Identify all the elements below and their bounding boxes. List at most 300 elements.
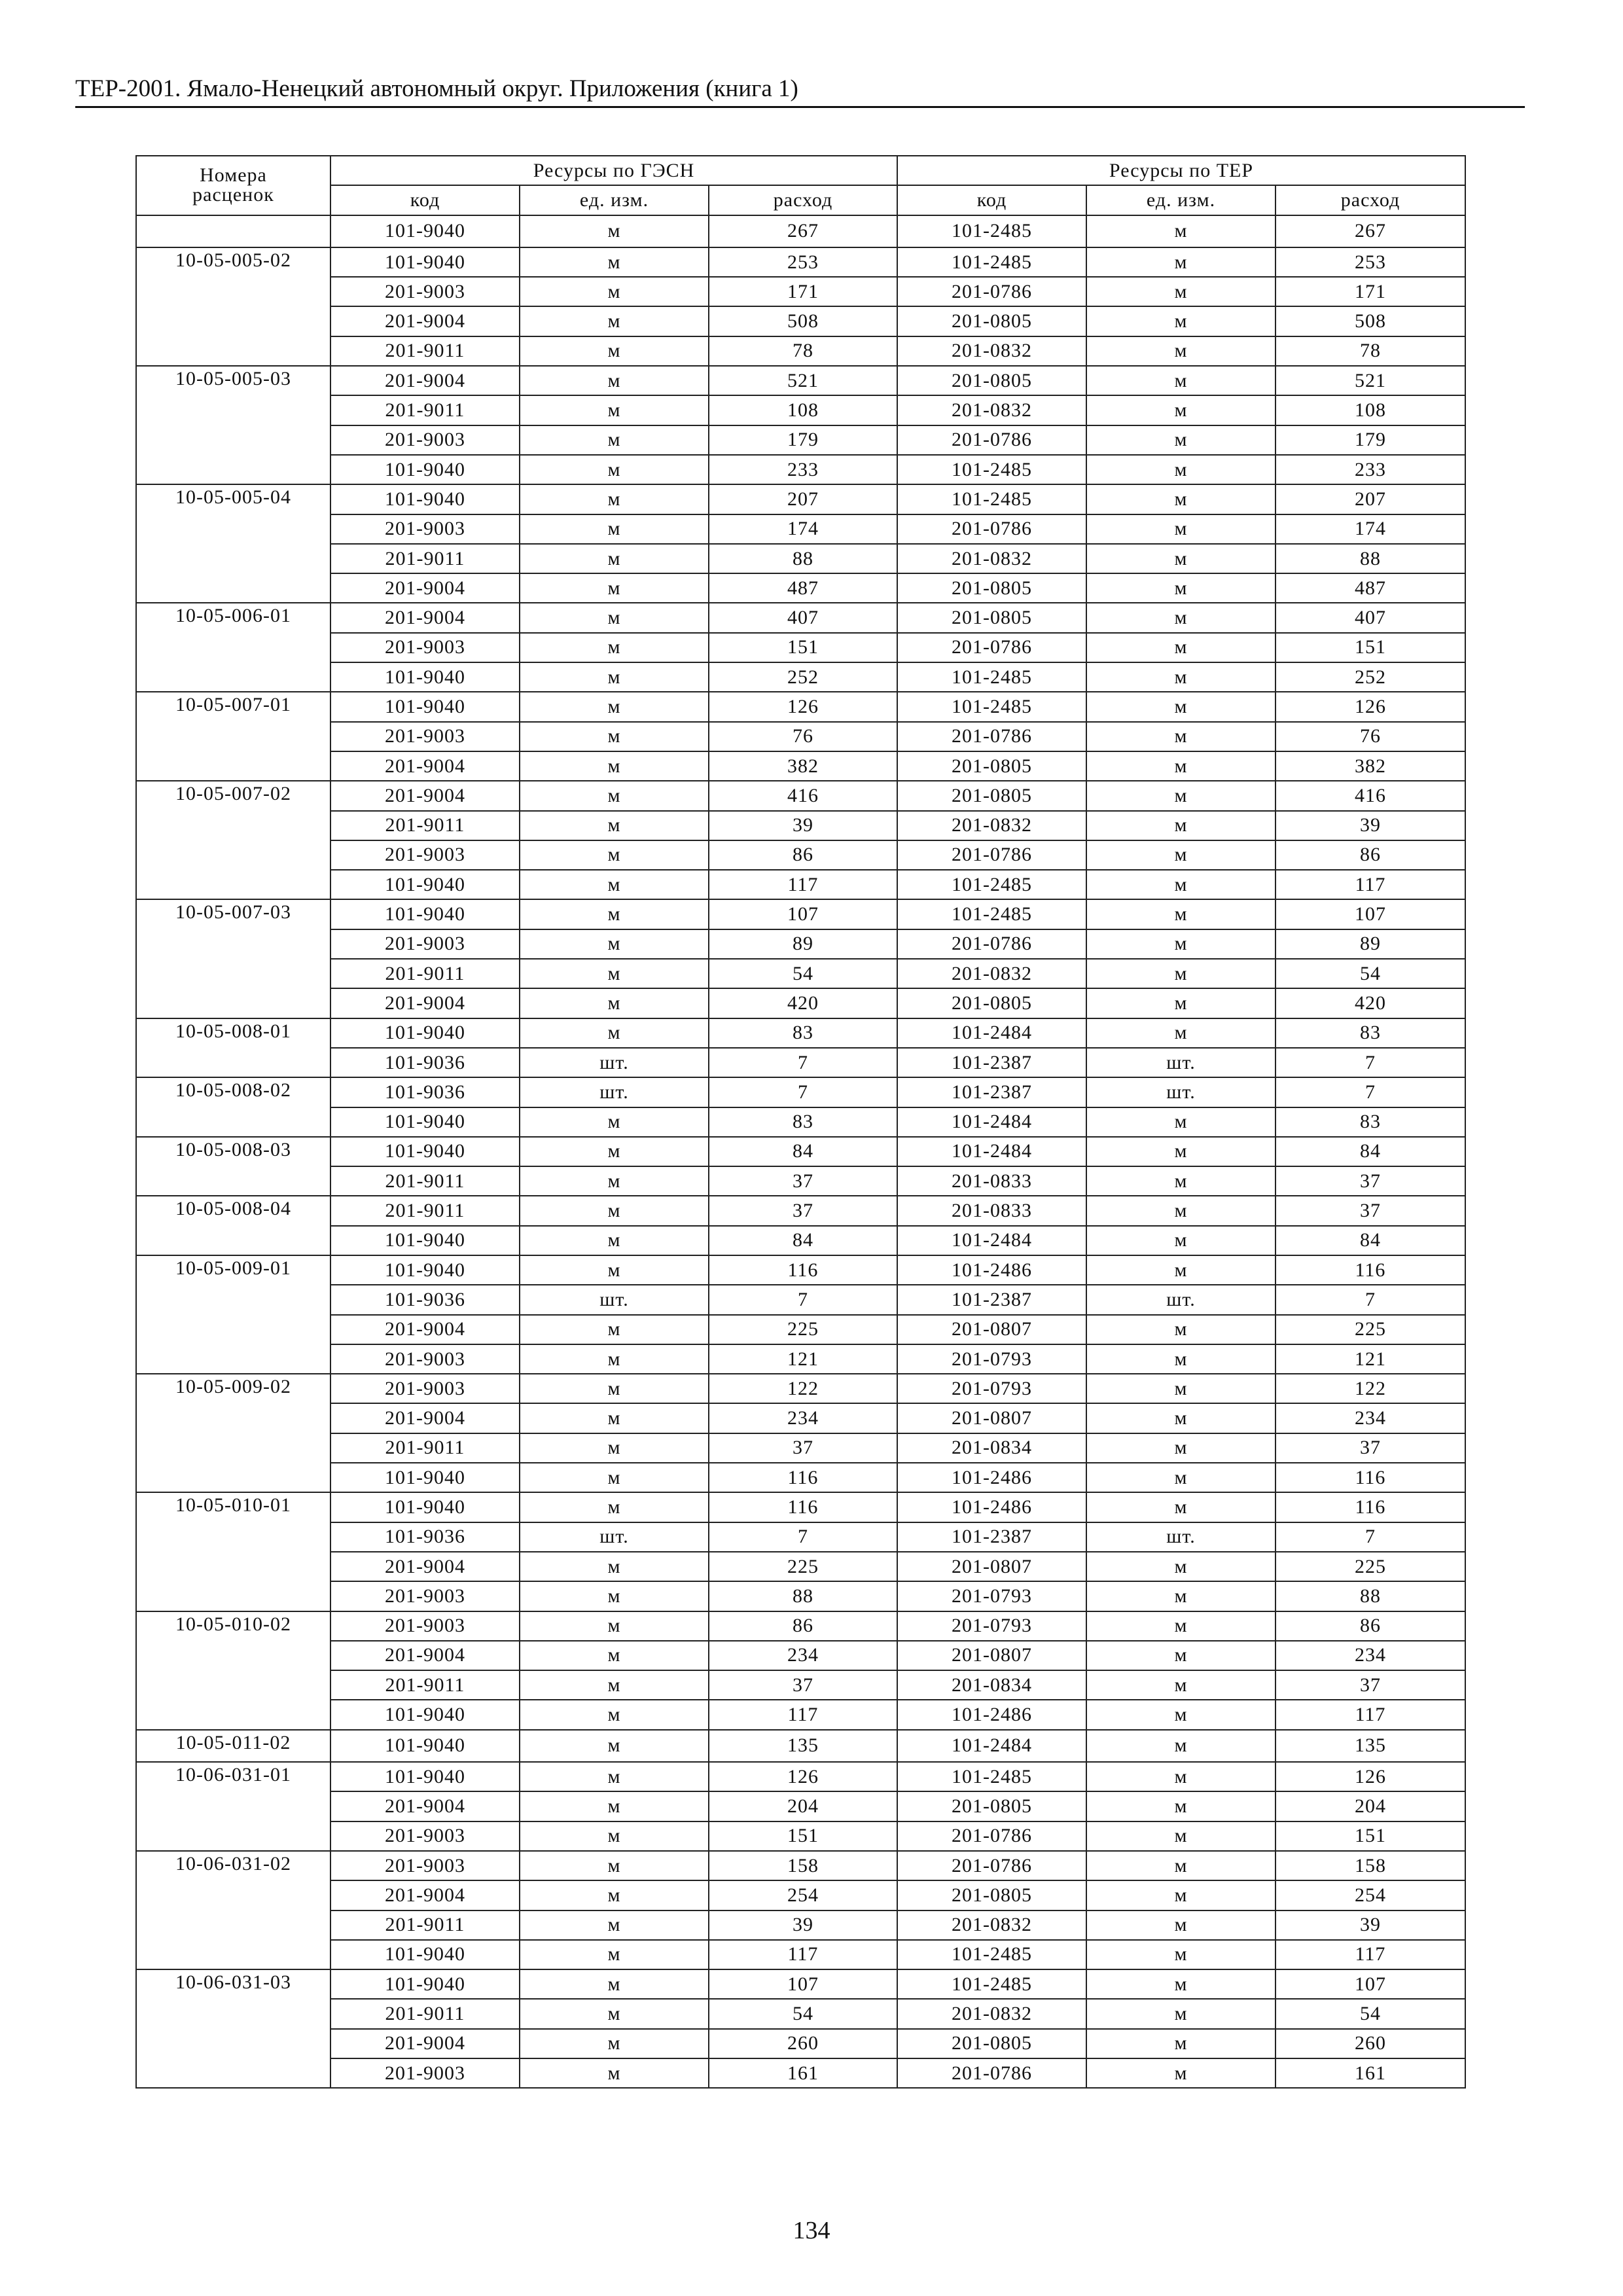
gesn-code-cell: 201-9004: [330, 1403, 520, 1433]
ter-unit-cell: м: [1086, 573, 1275, 603]
gesn-unit-cell: м: [520, 1762, 709, 1791]
ter-code-cell: 101-2484: [897, 1730, 1086, 1762]
ter-amount-cell: 88: [1275, 1581, 1465, 1611]
table-row: [136, 811, 1465, 840]
gesn-amount-cell: 7: [709, 1048, 897, 1077]
gesn-code-cell: 101-9040: [330, 662, 520, 692]
gesn-unit-cell: м: [520, 1700, 709, 1729]
ter-unit-cell: м: [1086, 1226, 1275, 1255]
ter-unit-cell: м: [1086, 1969, 1275, 1999]
gesn-code-cell: 201-9003: [330, 633, 520, 662]
ter-amount-cell: 88: [1275, 544, 1465, 573]
ter-amount-cell: 122: [1275, 1374, 1465, 1403]
ter-unit-cell: м: [1086, 1880, 1275, 1910]
table-row: [136, 1641, 1465, 1670]
ter-amount-cell: 89: [1275, 929, 1465, 959]
table-row: [136, 215, 1465, 247]
gesn-code-cell: 201-9011: [330, 1196, 520, 1225]
table-row: [136, 1018, 1465, 1048]
gesn-unit-cell: м: [520, 899, 709, 929]
ter-unit-cell: м: [1086, 692, 1275, 721]
ter-amount-cell: 234: [1275, 1403, 1465, 1433]
gesn-unit-cell: м: [520, 1344, 709, 1374]
gesn-unit-cell: м: [520, 870, 709, 899]
ter-code-cell: 101-2485: [897, 484, 1086, 514]
table-row: [136, 1670, 1465, 1700]
ter-unit-cell: м: [1086, 870, 1275, 899]
ter-code-cell: 201-0793: [897, 1581, 1086, 1611]
ter-code-cell: 201-0786: [897, 277, 1086, 306]
table-row: [136, 1433, 1465, 1463]
table-row: [136, 1880, 1465, 1910]
gesn-amount-cell: 174: [709, 514, 897, 544]
gesn-unit-cell: м: [520, 751, 709, 781]
gesn-unit-cell: м: [520, 1880, 709, 1910]
gesn-code-cell: 201-9003: [330, 840, 520, 870]
gesn-amount-cell: 54: [709, 959, 897, 988]
gesn-unit-cell: м: [520, 1821, 709, 1851]
gesn-amount-cell: 267: [709, 215, 897, 247]
header-ter-amount: расход: [1275, 185, 1465, 215]
gesn-unit-cell: м: [520, 1851, 709, 1880]
table-row: [136, 1137, 1465, 1166]
gesn-amount-cell: 78: [709, 336, 897, 366]
ter-amount-cell: 107: [1275, 1969, 1465, 1999]
ter-amount-cell: 83: [1275, 1107, 1465, 1137]
ter-code-cell: 101-2485: [897, 1762, 1086, 1791]
gesn-unit-cell: м: [520, 722, 709, 751]
gesn-code-cell: 101-9036: [330, 1077, 520, 1107]
ter-unit-cell: шт.: [1086, 1077, 1275, 1107]
ter-amount-cell: 84: [1275, 1137, 1465, 1166]
table-row: [136, 722, 1465, 751]
ter-amount-cell: 233: [1275, 455, 1465, 484]
ter-code-cell: 101-2387: [897, 1285, 1086, 1314]
table-row: [136, 1315, 1465, 1344]
norm-number-cell: 10-05-005-02: [136, 247, 330, 366]
gesn-code-cell: 201-9004: [330, 306, 520, 336]
gesn-amount-cell: 207: [709, 484, 897, 514]
ter-unit-cell: м: [1086, 1018, 1275, 1048]
header-ter-group: Ресурсы по ТЕР: [897, 156, 1465, 185]
gesn-amount-cell: 121: [709, 1344, 897, 1374]
header-gesn-unit: ед. изм.: [520, 185, 709, 215]
ter-unit-cell: м: [1086, 899, 1275, 929]
table-row: [136, 336, 1465, 366]
ter-code-cell: 201-0786: [897, 929, 1086, 959]
ter-amount-cell: 253: [1275, 247, 1465, 277]
gesn-code-cell: 101-9040: [330, 870, 520, 899]
ter-code-cell: 201-0805: [897, 1791, 1086, 1821]
ter-amount-cell: 151: [1275, 1821, 1465, 1851]
gesn-code-cell: 101-9036: [330, 1285, 520, 1314]
ter-code-cell: 201-0805: [897, 306, 1086, 336]
gesn-unit-cell: шт.: [520, 1077, 709, 1107]
norm-number-cell: 10-05-007-02: [136, 781, 330, 899]
ter-amount-cell: 420: [1275, 988, 1465, 1018]
table-row: [136, 1077, 1465, 1107]
gesn-unit-cell: м: [520, 1166, 709, 1196]
ter-code-cell: 201-0805: [897, 988, 1086, 1018]
ter-amount-cell: 161: [1275, 2058, 1465, 2088]
ter-unit-cell: м: [1086, 1910, 1275, 1940]
ter-amount-cell: 171: [1275, 277, 1465, 306]
norm-number-cell: 10-05-009-02: [136, 1374, 330, 1492]
ter-code-cell: 101-2485: [897, 692, 1086, 721]
table-row: [136, 1762, 1465, 1791]
ter-amount-cell: 508: [1275, 306, 1465, 336]
ter-amount-cell: 151: [1275, 633, 1465, 662]
gesn-amount-cell: 151: [709, 633, 897, 662]
gesn-amount-cell: 416: [709, 781, 897, 810]
ter-unit-cell: м: [1086, 1641, 1275, 1670]
ter-amount-cell: 54: [1275, 959, 1465, 988]
gesn-code-cell: 201-9011: [330, 395, 520, 425]
gesn-code-cell: 201-9004: [330, 1315, 520, 1344]
ter-amount-cell: 37: [1275, 1166, 1465, 1196]
gesn-code-cell: 101-9036: [330, 1048, 520, 1077]
ter-code-cell: 201-0833: [897, 1166, 1086, 1196]
gesn-code-cell: 101-9040: [330, 1492, 520, 1522]
gesn-unit-cell: м: [520, 1107, 709, 1137]
norm-number-cell: 10-05-007-03: [136, 899, 330, 1018]
ter-unit-cell: м: [1086, 1730, 1275, 1762]
ter-unit-cell: м: [1086, 247, 1275, 277]
ter-amount-cell: 179: [1275, 425, 1465, 455]
gesn-code-cell: 201-9004: [330, 988, 520, 1018]
gesn-amount-cell: 225: [709, 1315, 897, 1344]
table-row: [136, 2058, 1465, 2088]
gesn-amount-cell: 126: [709, 692, 897, 721]
gesn-unit-cell: м: [520, 277, 709, 306]
gesn-code-cell: 201-9011: [330, 959, 520, 988]
gesn-unit-cell: м: [520, 633, 709, 662]
ter-code-cell: 201-0807: [897, 1315, 1086, 1344]
ter-code-cell: 201-0805: [897, 2029, 1086, 2058]
norm-number-cell: 10-05-008-01: [136, 1018, 330, 1078]
gesn-code-cell: 201-9004: [330, 1880, 520, 1910]
gesn-code-cell: 101-9040: [330, 455, 520, 484]
gesn-unit-cell: м: [520, 1196, 709, 1225]
gesn-amount-cell: 86: [709, 1611, 897, 1641]
table-row: [136, 1581, 1465, 1611]
table-row: [136, 1048, 1465, 1077]
gesn-unit-cell: м: [520, 781, 709, 810]
table-row: [136, 1492, 1465, 1522]
ter-amount-cell: 521: [1275, 366, 1465, 395]
ter-unit-cell: м: [1086, 1791, 1275, 1821]
ter-amount-cell: 225: [1275, 1552, 1465, 1581]
gesn-code-cell: 201-9003: [330, 1344, 520, 1374]
header-gesn-code: код: [330, 185, 520, 215]
gesn-unit-cell: м: [520, 306, 709, 336]
ter-unit-cell: м: [1086, 1403, 1275, 1433]
ter-code-cell: 201-0805: [897, 1880, 1086, 1910]
table-head: [136, 156, 1465, 215]
table-body: [136, 215, 1465, 2089]
ter-amount-cell: 7: [1275, 1048, 1465, 1077]
ter-amount-cell: 126: [1275, 1762, 1465, 1791]
gesn-code-cell: 101-9036: [330, 1522, 520, 1552]
gesn-unit-cell: м: [520, 603, 709, 632]
ter-amount-cell: 260: [1275, 2029, 1465, 2058]
table-row: [136, 544, 1465, 573]
ter-code-cell: 201-0807: [897, 1641, 1086, 1670]
ter-unit-cell: м: [1086, 366, 1275, 395]
gesn-code-cell: 101-9040: [330, 247, 520, 277]
gesn-amount-cell: 84: [709, 1226, 897, 1255]
ter-code-cell: 101-2486: [897, 1463, 1086, 1492]
ter-unit-cell: м: [1086, 959, 1275, 988]
gesn-amount-cell: 135: [709, 1730, 897, 1762]
gesn-amount-cell: 7: [709, 1285, 897, 1314]
ter-amount-cell: 116: [1275, 1255, 1465, 1285]
gesn-unit-cell: м: [520, 1374, 709, 1403]
ter-amount-cell: 39: [1275, 1910, 1465, 1940]
table-row: [136, 1107, 1465, 1137]
ter-unit-cell: м: [1086, 1463, 1275, 1492]
gesn-amount-cell: 508: [709, 306, 897, 336]
ter-code-cell: 201-0793: [897, 1611, 1086, 1641]
gesn-amount-cell: 88: [709, 544, 897, 573]
ter-code-cell: 101-2485: [897, 899, 1086, 929]
ter-code-cell: 201-0832: [897, 395, 1086, 425]
gesn-amount-cell: 116: [709, 1463, 897, 1492]
norm-number-cell: 10-05-009-01: [136, 1255, 330, 1374]
ter-amount-cell: 7: [1275, 1522, 1465, 1552]
ter-amount-cell: 83: [1275, 1018, 1465, 1048]
gesn-unit-cell: м: [520, 959, 709, 988]
ter-unit-cell: м: [1086, 1137, 1275, 1166]
ter-unit-cell: м: [1086, 1433, 1275, 1463]
gesn-unit-cell: м: [520, 1315, 709, 1344]
gesn-code-cell: 101-9040: [330, 1700, 520, 1729]
ter-amount-cell: 207: [1275, 484, 1465, 514]
ter-unit-cell: м: [1086, 929, 1275, 959]
gesn-code-cell: 201-9004: [330, 2029, 520, 2058]
ter-unit-cell: м: [1086, 1611, 1275, 1641]
ter-unit-cell: м: [1086, 722, 1275, 751]
table-row: [136, 1910, 1465, 1940]
ter-code-cell: 201-0805: [897, 751, 1086, 781]
ter-unit-cell: м: [1086, 544, 1275, 573]
gesn-unit-cell: м: [520, 395, 709, 425]
gesn-amount-cell: 151: [709, 1821, 897, 1851]
ter-code-cell: 101-2485: [897, 455, 1086, 484]
ter-code-cell: 101-2485: [897, 662, 1086, 692]
ter-code-cell: 201-0807: [897, 1552, 1086, 1581]
gesn-unit-cell: м: [520, 484, 709, 514]
gesn-unit-cell: м: [520, 662, 709, 692]
ter-unit-cell: м: [1086, 1700, 1275, 1729]
table-row: [136, 870, 1465, 899]
ter-unit-cell: м: [1086, 1255, 1275, 1285]
gesn-unit-cell: м: [520, 1433, 709, 1463]
gesn-amount-cell: 7: [709, 1522, 897, 1552]
gesn-amount-cell: 116: [709, 1255, 897, 1285]
norm-number-cell: 10-06-031-02: [136, 1851, 330, 1969]
running-head: ТЕР-2001. Ямало-Ненецкий автономный округ. Приложения (книга 1): [75, 75, 1525, 108]
ter-code-cell: 201-0786: [897, 514, 1086, 544]
ter-amount-cell: 254: [1275, 1880, 1465, 1910]
table-row: [136, 395, 1465, 425]
gesn-unit-cell: м: [520, 247, 709, 277]
gesn-amount-cell: 117: [709, 870, 897, 899]
ter-code-cell: 101-2485: [897, 215, 1086, 247]
page-number: 134: [793, 2217, 830, 2244]
header-norm-line1: Номера: [200, 164, 267, 187]
gesn-amount-cell: 89: [709, 929, 897, 959]
ter-amount-cell: 267: [1275, 215, 1465, 247]
gesn-code-cell: 101-9040: [330, 1463, 520, 1492]
ter-unit-cell: м: [1086, 1344, 1275, 1374]
table-row: [136, 929, 1465, 959]
table-row: [136, 247, 1465, 277]
table-row: [136, 781, 1465, 810]
ter-amount-cell: 158: [1275, 1851, 1465, 1880]
resources-table: [135, 155, 1466, 2089]
ter-unit-cell: м: [1086, 277, 1275, 306]
ter-amount-cell: 234: [1275, 1641, 1465, 1670]
ter-code-cell: 101-2485: [897, 1969, 1086, 1999]
ter-amount-cell: 54: [1275, 1999, 1465, 2028]
header-gesn-amount: расход: [709, 185, 897, 215]
gesn-unit-cell: м: [520, 1999, 709, 2028]
gesn-code-cell: 201-9011: [330, 1670, 520, 1700]
ter-code-cell: 201-0807: [897, 1403, 1086, 1433]
ter-code-cell: 101-2387: [897, 1077, 1086, 1107]
gesn-code-cell: 101-9040: [330, 692, 520, 721]
gesn-amount-cell: 88: [709, 1581, 897, 1611]
gesn-amount-cell: 117: [709, 1940, 897, 1969]
gesn-amount-cell: 76: [709, 722, 897, 751]
ter-unit-cell: м: [1086, 781, 1275, 810]
ter-code-cell: 201-0832: [897, 1999, 1086, 2028]
ter-unit-cell: м: [1086, 1374, 1275, 1403]
ter-amount-cell: 116: [1275, 1463, 1465, 1492]
table-row: [136, 573, 1465, 603]
ter-code-cell: 101-2484: [897, 1107, 1086, 1137]
gesn-code-cell: 101-9040: [330, 484, 520, 514]
table-row: [136, 692, 1465, 721]
gesn-unit-cell: м: [520, 544, 709, 573]
gesn-unit-cell: м: [520, 1137, 709, 1166]
ter-code-cell: 201-0834: [897, 1433, 1086, 1463]
ter-amount-cell: 84: [1275, 1226, 1465, 1255]
gesn-unit-cell: м: [520, 425, 709, 455]
norm-number-cell: 10-06-031-01: [136, 1762, 330, 1851]
gesn-unit-cell: м: [520, 2058, 709, 2088]
gesn-amount-cell: 37: [709, 1196, 897, 1225]
gesn-unit-cell: м: [520, 1018, 709, 1048]
ter-unit-cell: м: [1086, 1670, 1275, 1700]
ter-code-cell: 201-0786: [897, 1821, 1086, 1851]
ter-code-cell: 201-0786: [897, 2058, 1086, 2088]
gesn-amount-cell: 83: [709, 1018, 897, 1048]
ter-code-cell: 101-2387: [897, 1048, 1086, 1077]
gesn-amount-cell: 234: [709, 1403, 897, 1433]
gesn-code-cell: 201-9003: [330, 514, 520, 544]
table-row: [136, 988, 1465, 1018]
ter-code-cell: 101-2485: [897, 870, 1086, 899]
gesn-amount-cell: 487: [709, 573, 897, 603]
gesn-unit-cell: м: [520, 1255, 709, 1285]
norm-number-cell: 10-05-006-01: [136, 603, 330, 692]
ter-code-cell: 101-2486: [897, 1700, 1086, 1729]
table-row: [136, 514, 1465, 544]
gesn-code-cell: 101-9040: [330, 1018, 520, 1048]
ter-unit-cell: м: [1086, 215, 1275, 247]
gesn-amount-cell: 161: [709, 2058, 897, 2088]
gesn-unit-cell: м: [520, 2029, 709, 2058]
gesn-unit-cell: м: [520, 1641, 709, 1670]
gesn-amount-cell: 252: [709, 662, 897, 692]
ter-amount-cell: 121: [1275, 1344, 1465, 1374]
ter-amount-cell: 117: [1275, 870, 1465, 899]
ter-unit-cell: м: [1086, 662, 1275, 692]
ter-unit-cell: шт.: [1086, 1522, 1275, 1552]
table-row: [136, 1403, 1465, 1433]
ter-unit-cell: шт.: [1086, 1048, 1275, 1077]
header-gesn-group: Ресурсы по ГЭСН: [330, 156, 897, 185]
header-ter-code: код: [897, 185, 1086, 215]
table-row: [136, 1791, 1465, 1821]
ter-amount-cell: 117: [1275, 1940, 1465, 1969]
gesn-unit-cell: м: [520, 1492, 709, 1522]
ter-code-cell: 201-0832: [897, 336, 1086, 366]
gesn-amount-cell: 107: [709, 899, 897, 929]
table-row: [136, 751, 1465, 781]
ter-code-cell: 201-0793: [897, 1344, 1086, 1374]
table-row: [136, 484, 1465, 514]
gesn-code-cell: 201-9004: [330, 573, 520, 603]
gesn-unit-cell: м: [520, 336, 709, 366]
ter-amount-cell: 39: [1275, 811, 1465, 840]
ter-unit-cell: м: [1086, 395, 1275, 425]
ter-unit-cell: м: [1086, 751, 1275, 781]
gesn-amount-cell: 86: [709, 840, 897, 870]
gesn-amount-cell: 407: [709, 603, 897, 632]
gesn-code-cell: 201-9004: [330, 366, 520, 395]
gesn-amount-cell: 37: [709, 1433, 897, 1463]
gesn-code-cell: 101-9040: [330, 215, 520, 247]
ter-unit-cell: м: [1086, 1999, 1275, 2028]
table-row: [136, 899, 1465, 929]
gesn-amount-cell: 107: [709, 1969, 897, 1999]
ter-amount-cell: 37: [1275, 1670, 1465, 1700]
table-row: [136, 662, 1465, 692]
table-row: [136, 1374, 1465, 1403]
gesn-amount-cell: 225: [709, 1552, 897, 1581]
ter-unit-cell: м: [1086, 1552, 1275, 1581]
ter-code-cell: 201-0833: [897, 1196, 1086, 1225]
ter-code-cell: 201-0805: [897, 366, 1086, 395]
table-row: [136, 1821, 1465, 1851]
gesn-code-cell: 201-9003: [330, 2058, 520, 2088]
norm-number-cell: [136, 215, 330, 247]
ter-amount-cell: 86: [1275, 1611, 1465, 1641]
gesn-code-cell: 201-9004: [330, 1641, 520, 1670]
ter-code-cell: 101-2485: [897, 1940, 1086, 1969]
gesn-code-cell: 201-9003: [330, 722, 520, 751]
gesn-unit-cell: м: [520, 1969, 709, 1999]
gesn-code-cell: 101-9040: [330, 1762, 520, 1791]
table-row: [136, 1700, 1465, 1729]
gesn-unit-cell: м: [520, 811, 709, 840]
gesn-amount-cell: 234: [709, 1641, 897, 1670]
gesn-code-cell: 101-9040: [330, 1969, 520, 1999]
gesn-code-cell: 101-9040: [330, 1730, 520, 1762]
